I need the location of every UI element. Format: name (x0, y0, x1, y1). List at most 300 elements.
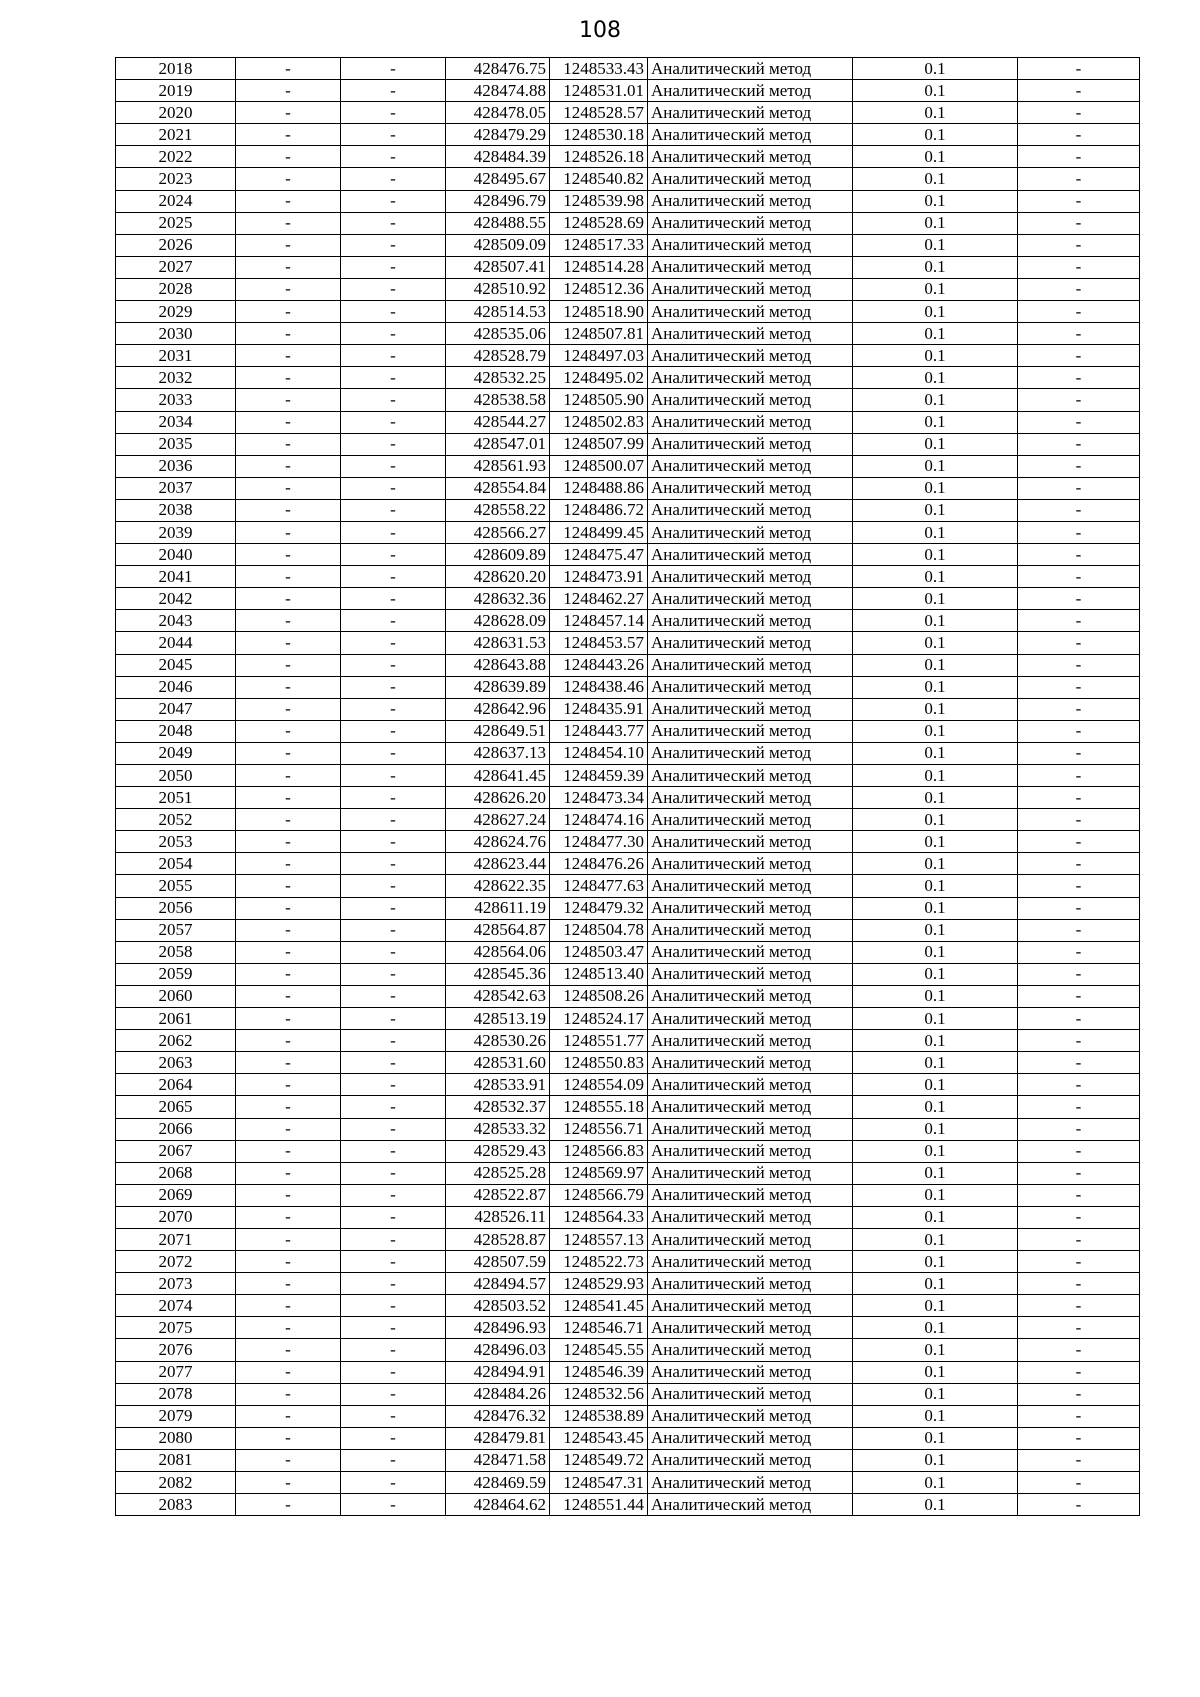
empty-value-cell: - (236, 1140, 341, 1162)
empty-value-cell: - (341, 1295, 446, 1317)
empty-value-cell: - (236, 765, 341, 787)
empty-value-cell: - (1018, 411, 1140, 433)
empty-value-cell: - (236, 1074, 341, 1096)
method-cell: Аналитический метод (648, 831, 853, 853)
y-coordinate-cell: 1248495.02 (550, 367, 648, 389)
empty-value-cell: - (236, 698, 341, 720)
method-cell: Аналитический метод (648, 698, 853, 720)
y-coordinate-cell: 1248477.63 (550, 875, 648, 897)
empty-value-cell: - (341, 58, 446, 80)
empty-value-cell: - (236, 654, 341, 676)
empty-value-cell: - (341, 278, 446, 300)
y-coordinate-cell: 1248462.27 (550, 588, 648, 610)
point-number-cell: 2064 (116, 1074, 236, 1096)
table-row (116, 301, 1140, 323)
table-row (116, 1427, 1140, 1449)
y-coordinate-cell: 1248513.40 (550, 963, 648, 985)
empty-value-cell: - (1018, 80, 1140, 102)
empty-value-cell: - (1018, 1074, 1140, 1096)
empty-value-cell: - (236, 1427, 341, 1449)
y-coordinate-cell: 1248438.46 (550, 676, 648, 698)
accuracy-cell: 0.1 (853, 1405, 1018, 1427)
point-number-cell: 2077 (116, 1361, 236, 1383)
empty-value-cell: - (341, 897, 446, 919)
empty-value-cell: - (236, 875, 341, 897)
accuracy-cell: 0.1 (853, 212, 1018, 234)
empty-value-cell: - (236, 1339, 341, 1361)
point-number-cell: 2020 (116, 102, 236, 124)
y-coordinate-cell: 1248554.09 (550, 1074, 648, 1096)
empty-value-cell: - (236, 919, 341, 941)
method-cell: Аналитический метод (648, 1472, 853, 1494)
point-number-cell: 2075 (116, 1317, 236, 1339)
accuracy-cell: 0.1 (853, 1251, 1018, 1273)
method-cell: Аналитический метод (648, 323, 853, 345)
empty-value-cell: - (1018, 301, 1140, 323)
point-number-cell: 2036 (116, 455, 236, 477)
empty-value-cell: - (1018, 1405, 1140, 1427)
x-coordinate-cell: 428542.63 (446, 985, 550, 1007)
empty-value-cell: - (1018, 1228, 1140, 1250)
empty-value-cell: - (341, 455, 446, 477)
method-cell: Аналитический метод (648, 765, 853, 787)
x-coordinate-cell: 428513.19 (446, 1008, 550, 1030)
method-cell: Аналитический метод (648, 919, 853, 941)
accuracy-cell: 0.1 (853, 80, 1018, 102)
point-number-cell: 2033 (116, 389, 236, 411)
x-coordinate-cell: 428479.29 (446, 124, 550, 146)
x-coordinate-cell: 428642.96 (446, 698, 550, 720)
method-cell: Аналитический метод (648, 566, 853, 588)
empty-value-cell: - (341, 588, 446, 610)
empty-value-cell: - (1018, 1096, 1140, 1118)
empty-value-cell: - (236, 345, 341, 367)
empty-value-cell: - (1018, 742, 1140, 764)
point-number-cell: 2074 (116, 1295, 236, 1317)
empty-value-cell: - (1018, 676, 1140, 698)
empty-value-cell: - (341, 1317, 446, 1339)
empty-value-cell: - (341, 566, 446, 588)
table-row (116, 411, 1140, 433)
empty-value-cell: - (1018, 1383, 1140, 1405)
y-coordinate-cell: 1248524.17 (550, 1008, 648, 1030)
x-coordinate-cell: 428637.13 (446, 742, 550, 764)
empty-value-cell: - (1018, 323, 1140, 345)
method-cell: Аналитический метод (648, 963, 853, 985)
empty-value-cell: - (236, 897, 341, 919)
method-cell: Аналитический метод (648, 168, 853, 190)
empty-value-cell: - (1018, 1339, 1140, 1361)
empty-value-cell: - (341, 1008, 446, 1030)
x-coordinate-cell: 428484.26 (446, 1383, 550, 1405)
empty-value-cell: - (1018, 190, 1140, 212)
y-coordinate-cell: 1248507.99 (550, 433, 648, 455)
accuracy-cell: 0.1 (853, 124, 1018, 146)
x-coordinate-cell: 428488.55 (446, 212, 550, 234)
y-coordinate-cell: 1248541.45 (550, 1295, 648, 1317)
x-coordinate-cell: 428471.58 (446, 1449, 550, 1471)
accuracy-cell: 0.1 (853, 1317, 1018, 1339)
x-coordinate-cell: 428528.79 (446, 345, 550, 367)
x-coordinate-cell: 428558.22 (446, 499, 550, 521)
y-coordinate-cell: 1248512.36 (550, 278, 648, 300)
table-row (116, 875, 1140, 897)
point-number-cell: 2019 (116, 80, 236, 102)
x-coordinate-cell: 428484.39 (446, 146, 550, 168)
empty-value-cell: - (1018, 521, 1140, 543)
y-coordinate-cell: 1248564.33 (550, 1206, 648, 1228)
empty-value-cell: - (341, 521, 446, 543)
empty-value-cell: - (236, 301, 341, 323)
y-coordinate-cell: 1248555.18 (550, 1096, 648, 1118)
empty-value-cell: - (236, 1162, 341, 1184)
empty-value-cell: - (341, 256, 446, 278)
empty-value-cell: - (1018, 963, 1140, 985)
x-coordinate-cell: 428474.88 (446, 80, 550, 102)
point-number-cell: 2070 (116, 1206, 236, 1228)
table-row (116, 1273, 1140, 1295)
y-coordinate-cell: 1248533.43 (550, 58, 648, 80)
x-coordinate-cell: 428507.59 (446, 1251, 550, 1273)
accuracy-cell: 0.1 (853, 256, 1018, 278)
accuracy-cell: 0.1 (853, 367, 1018, 389)
empty-value-cell: - (341, 80, 446, 102)
y-coordinate-cell: 1248508.26 (550, 985, 648, 1007)
accuracy-cell: 0.1 (853, 190, 1018, 212)
accuracy-cell: 0.1 (853, 875, 1018, 897)
point-number-cell: 2053 (116, 831, 236, 853)
y-coordinate-cell: 1248566.83 (550, 1140, 648, 1162)
accuracy-cell: 0.1 (853, 455, 1018, 477)
table-row (116, 212, 1140, 234)
point-number-cell: 2035 (116, 433, 236, 455)
empty-value-cell: - (1018, 875, 1140, 897)
accuracy-cell: 0.1 (853, 168, 1018, 190)
empty-value-cell: - (1018, 1427, 1140, 1449)
empty-value-cell: - (341, 875, 446, 897)
empty-value-cell: - (1018, 654, 1140, 676)
table-row (116, 278, 1140, 300)
accuracy-cell: 0.1 (853, 1427, 1018, 1449)
empty-value-cell: - (236, 632, 341, 654)
table-row (116, 831, 1140, 853)
method-cell: Аналитический метод (648, 1096, 853, 1118)
empty-value-cell: - (236, 1361, 341, 1383)
empty-value-cell: - (341, 654, 446, 676)
empty-value-cell: - (341, 1096, 446, 1118)
accuracy-cell: 0.1 (853, 1228, 1018, 1250)
point-number-cell: 2047 (116, 698, 236, 720)
table-row (116, 654, 1140, 676)
empty-value-cell: - (236, 1273, 341, 1295)
empty-value-cell: - (236, 1206, 341, 1228)
empty-value-cell: - (1018, 499, 1140, 521)
x-coordinate-cell: 428622.35 (446, 875, 550, 897)
empty-value-cell: - (341, 809, 446, 831)
x-coordinate-cell: 428525.28 (446, 1162, 550, 1184)
table-row (116, 698, 1140, 720)
x-coordinate-cell: 428532.25 (446, 367, 550, 389)
empty-value-cell: - (1018, 212, 1140, 234)
empty-value-cell: - (236, 941, 341, 963)
accuracy-cell: 0.1 (853, 1096, 1018, 1118)
empty-value-cell: - (236, 1494, 341, 1516)
empty-value-cell: - (236, 80, 341, 102)
empty-value-cell: - (236, 1251, 341, 1273)
y-coordinate-cell: 1248546.71 (550, 1317, 648, 1339)
empty-value-cell: - (236, 588, 341, 610)
empty-value-cell: - (1018, 433, 1140, 455)
table-row (116, 919, 1140, 941)
table-row (116, 787, 1140, 809)
y-coordinate-cell: 1248500.07 (550, 455, 648, 477)
table-row (116, 1008, 1140, 1030)
accuracy-cell: 0.1 (853, 897, 1018, 919)
table-row (116, 588, 1140, 610)
empty-value-cell: - (341, 1052, 446, 1074)
empty-value-cell: - (341, 1472, 446, 1494)
table-row (116, 521, 1140, 543)
accuracy-cell: 0.1 (853, 1074, 1018, 1096)
point-number-cell: 2034 (116, 411, 236, 433)
accuracy-cell: 0.1 (853, 1184, 1018, 1206)
point-number-cell: 2082 (116, 1472, 236, 1494)
method-cell: Аналитический метод (648, 1295, 853, 1317)
y-coordinate-cell: 1248569.97 (550, 1162, 648, 1184)
method-cell: Аналитический метод (648, 654, 853, 676)
empty-value-cell: - (341, 212, 446, 234)
y-coordinate-cell: 1248503.47 (550, 941, 648, 963)
table-row (116, 1449, 1140, 1471)
table-row (116, 809, 1140, 831)
page-number: 108 (579, 18, 621, 43)
point-number-cell: 2050 (116, 765, 236, 787)
point-number-cell: 2066 (116, 1118, 236, 1140)
table-row (116, 1383, 1140, 1405)
method-cell: Аналитический метод (648, 787, 853, 809)
accuracy-cell: 0.1 (853, 1383, 1018, 1405)
empty-value-cell: - (341, 1206, 446, 1228)
y-coordinate-cell: 1248473.34 (550, 787, 648, 809)
point-number-cell: 2056 (116, 897, 236, 919)
table-row (116, 963, 1140, 985)
x-coordinate-cell: 428631.53 (446, 632, 550, 654)
x-coordinate-cell: 428649.51 (446, 720, 550, 742)
table-row (116, 1052, 1140, 1074)
table-row (116, 544, 1140, 566)
x-coordinate-cell: 428639.89 (446, 676, 550, 698)
y-coordinate-cell: 1248556.71 (550, 1118, 648, 1140)
method-cell: Аналитический метод (648, 1449, 853, 1471)
empty-value-cell: - (236, 168, 341, 190)
empty-value-cell: - (236, 853, 341, 875)
table-row (116, 367, 1140, 389)
x-coordinate-cell: 428529.43 (446, 1140, 550, 1162)
point-number-cell: 2071 (116, 1228, 236, 1250)
empty-value-cell: - (341, 411, 446, 433)
empty-value-cell: - (1018, 1162, 1140, 1184)
empty-value-cell: - (341, 919, 446, 941)
empty-value-cell: - (1018, 1251, 1140, 1273)
empty-value-cell: - (341, 146, 446, 168)
x-coordinate-cell: 428514.53 (446, 301, 550, 323)
y-coordinate-cell: 1248538.89 (550, 1405, 648, 1427)
point-number-cell: 2051 (116, 787, 236, 809)
table-row (116, 1096, 1140, 1118)
table-row (116, 853, 1140, 875)
table-row (116, 632, 1140, 654)
method-cell: Аналитический метод (648, 853, 853, 875)
accuracy-cell: 0.1 (853, 566, 1018, 588)
empty-value-cell: - (341, 853, 446, 875)
empty-value-cell: - (341, 544, 446, 566)
x-coordinate-cell: 428478.05 (446, 102, 550, 124)
empty-value-cell: - (341, 787, 446, 809)
x-coordinate-cell: 428535.06 (446, 323, 550, 345)
x-coordinate-cell: 428476.75 (446, 58, 550, 80)
y-coordinate-cell: 1248514.28 (550, 256, 648, 278)
empty-value-cell: - (341, 168, 446, 190)
empty-value-cell: - (236, 1449, 341, 1471)
x-coordinate-cell: 428494.57 (446, 1273, 550, 1295)
empty-value-cell: - (341, 367, 446, 389)
y-coordinate-cell: 1248528.57 (550, 102, 648, 124)
empty-value-cell: - (236, 742, 341, 764)
empty-value-cell: - (341, 1361, 446, 1383)
y-coordinate-cell: 1248475.47 (550, 544, 648, 566)
point-number-cell: 2018 (116, 58, 236, 80)
accuracy-cell: 0.1 (853, 919, 1018, 941)
empty-value-cell: - (341, 1030, 446, 1052)
empty-value-cell: - (236, 1405, 341, 1427)
empty-value-cell: - (236, 1472, 341, 1494)
method-cell: Аналитический метод (648, 588, 853, 610)
x-coordinate-cell: 428496.93 (446, 1317, 550, 1339)
empty-value-cell: - (1018, 1361, 1140, 1383)
accuracy-cell: 0.1 (853, 146, 1018, 168)
y-coordinate-cell: 1248518.90 (550, 301, 648, 323)
point-number-cell: 2078 (116, 1383, 236, 1405)
x-coordinate-cell: 428510.92 (446, 278, 550, 300)
empty-value-cell: - (236, 234, 341, 256)
point-number-cell: 2037 (116, 477, 236, 499)
table-row (116, 1295, 1140, 1317)
empty-value-cell: - (236, 499, 341, 521)
y-coordinate-cell: 1248502.83 (550, 411, 648, 433)
empty-value-cell: - (1018, 698, 1140, 720)
x-coordinate-cell: 428611.19 (446, 897, 550, 919)
empty-value-cell: - (1018, 124, 1140, 146)
table-row (116, 389, 1140, 411)
accuracy-cell: 0.1 (853, 1052, 1018, 1074)
point-number-cell: 2068 (116, 1162, 236, 1184)
point-number-cell: 2030 (116, 323, 236, 345)
method-cell: Аналитический метод (648, 720, 853, 742)
y-coordinate-cell: 1248477.30 (550, 831, 648, 853)
empty-value-cell: - (1018, 566, 1140, 588)
table-row (116, 477, 1140, 499)
y-coordinate-cell: 1248507.81 (550, 323, 648, 345)
table-row (116, 610, 1140, 632)
accuracy-cell: 0.1 (853, 544, 1018, 566)
empty-value-cell: - (1018, 897, 1140, 919)
table-row (116, 1317, 1140, 1339)
empty-value-cell: - (1018, 787, 1140, 809)
empty-value-cell: - (341, 102, 446, 124)
empty-value-cell: - (1018, 389, 1140, 411)
y-coordinate-cell: 1248546.39 (550, 1361, 648, 1383)
x-coordinate-cell: 428507.41 (446, 256, 550, 278)
point-number-cell: 2021 (116, 124, 236, 146)
x-coordinate-cell: 428547.01 (446, 433, 550, 455)
empty-value-cell: - (1018, 345, 1140, 367)
point-number-cell: 2026 (116, 234, 236, 256)
x-coordinate-cell: 428496.79 (446, 190, 550, 212)
empty-value-cell: - (1018, 1140, 1140, 1162)
empty-value-cell: - (236, 1008, 341, 1030)
x-coordinate-cell: 428503.52 (446, 1295, 550, 1317)
method-cell: Аналитический метод (648, 234, 853, 256)
y-coordinate-cell: 1248531.01 (550, 80, 648, 102)
table-row (116, 80, 1140, 102)
accuracy-cell: 0.1 (853, 941, 1018, 963)
point-number-cell: 2025 (116, 212, 236, 234)
y-coordinate-cell: 1248443.26 (550, 654, 648, 676)
empty-value-cell: - (236, 190, 341, 212)
method-cell: Аналитический метод (648, 1030, 853, 1052)
y-coordinate-cell: 1248549.72 (550, 1449, 648, 1471)
empty-value-cell: - (236, 1118, 341, 1140)
point-number-cell: 2027 (116, 256, 236, 278)
table-row (116, 455, 1140, 477)
accuracy-cell: 0.1 (853, 389, 1018, 411)
method-cell: Аналитический метод (648, 1140, 853, 1162)
y-coordinate-cell: 1248435.91 (550, 698, 648, 720)
table-row (116, 1140, 1140, 1162)
empty-value-cell: - (1018, 1295, 1140, 1317)
table-row (116, 168, 1140, 190)
point-number-cell: 2062 (116, 1030, 236, 1052)
point-number-cell: 2049 (116, 742, 236, 764)
point-number-cell: 2024 (116, 190, 236, 212)
empty-value-cell: - (341, 1449, 446, 1471)
empty-value-cell: - (341, 389, 446, 411)
empty-value-cell: - (341, 632, 446, 654)
point-number-cell: 2043 (116, 610, 236, 632)
method-cell: Аналитический метод (648, 389, 853, 411)
empty-value-cell: - (236, 1030, 341, 1052)
empty-value-cell: - (236, 411, 341, 433)
table-row (116, 1361, 1140, 1383)
point-number-cell: 2058 (116, 941, 236, 963)
method-cell: Аналитический метод (648, 477, 853, 499)
table-row (116, 499, 1140, 521)
accuracy-cell: 0.1 (853, 499, 1018, 521)
y-coordinate-cell: 1248557.13 (550, 1228, 648, 1250)
accuracy-cell: 0.1 (853, 985, 1018, 1007)
point-number-cell: 2060 (116, 985, 236, 1007)
accuracy-cell: 0.1 (853, 1273, 1018, 1295)
empty-value-cell: - (341, 985, 446, 1007)
point-number-cell: 2046 (116, 676, 236, 698)
empty-value-cell: - (341, 1140, 446, 1162)
empty-value-cell: - (1018, 278, 1140, 300)
empty-value-cell: - (1018, 1008, 1140, 1030)
point-number-cell: 2069 (116, 1184, 236, 1206)
empty-value-cell: - (341, 963, 446, 985)
point-number-cell: 2057 (116, 919, 236, 941)
point-number-cell: 2080 (116, 1427, 236, 1449)
